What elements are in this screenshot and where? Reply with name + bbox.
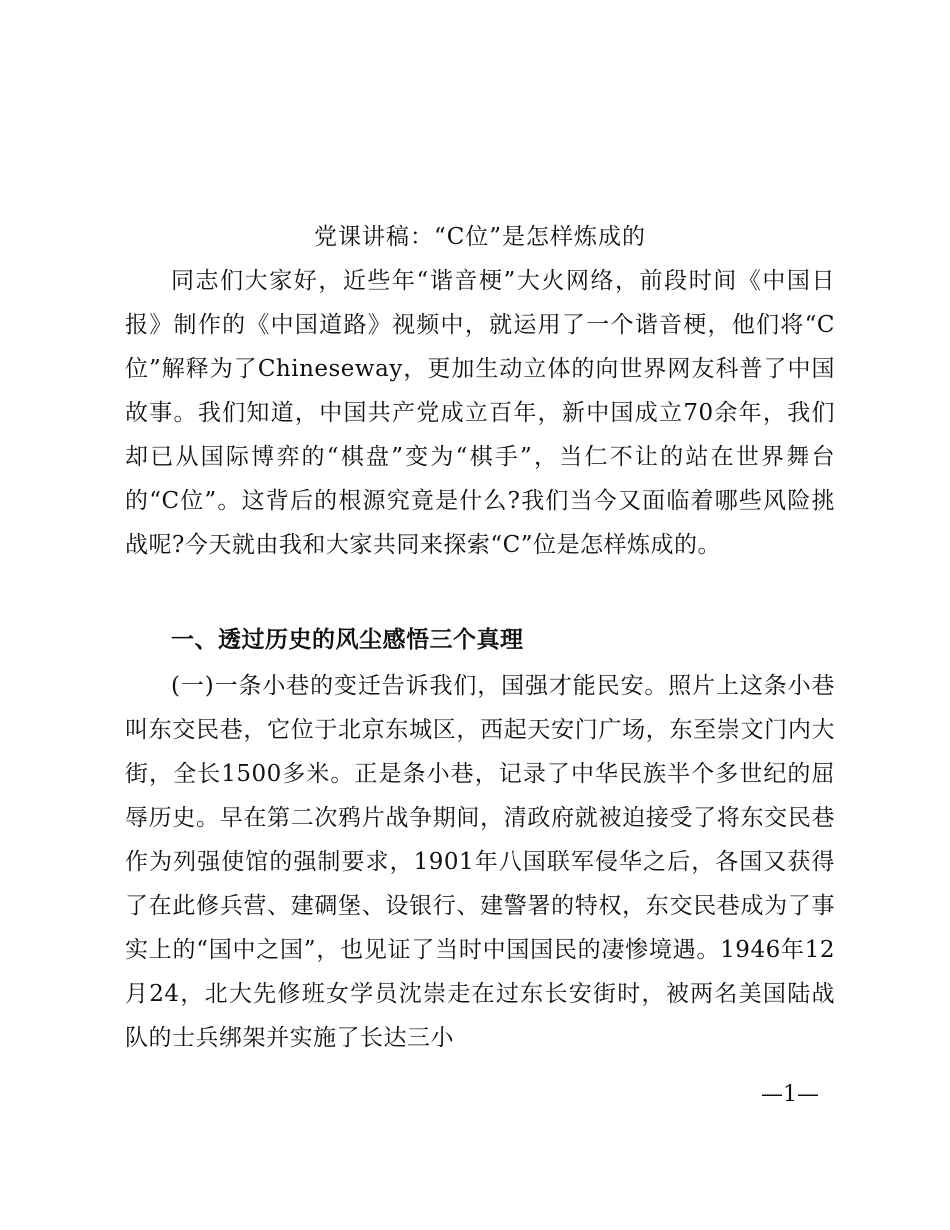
document-title: 党课讲稿：“C位”是怎样炼成的 [313,224,647,250]
page-number: —1— [761,1082,819,1107]
body-paragraph: (一)一条小巷的变迁告诉我们，国强才能民安。照片上这条小巷叫东交民巷，它位于北京东城区，西起天安门广场，东至崇文门内大街，全长1500多米。正是条小巷，记录了中华民族半个多世纪的屈辱历史。早在第二次鸦片战争期间，清政府就被迫接受了将东交民巷作为列强使馆的强制要求，1901年八国联军侵华之后，各国又获得了在此修兵营、建碉堡、设银行、建警署的特权，东交民巷成为了事实上的“国中之国”，也见证了当时中国国民的凄惨境遇。1946年12月24，北大先修班女学员沈崇走在过东长安街时，被两名美国陆战队的士兵绑架并实施了长达三小 [125,673,835,1051]
intro-paragraph: 同志们大家好，近些年“谐音梗”大火网络，前段时间《中国日报》制作的《中国道路》视频中，就运用了一个谐音梗，他们将“C位”解释为了Chineseway，更加生动立体的向世界网友科普了中国故事。我们知道，中国共产党成立百年，新中国成立70余年，我们却已从国际博弈的“棋盘”变为“棋手”，当仁不让的站在世界舞台的“C位”。这背后的根源究竟是什么?我们当今又面临着哪些风险挑战呢?今天就由我和大家共同来探索“C”位是怎样炼成的。 [125,268,835,558]
section-heading: 一、透过历史的风尘感悟三个真理 [171,627,524,653]
